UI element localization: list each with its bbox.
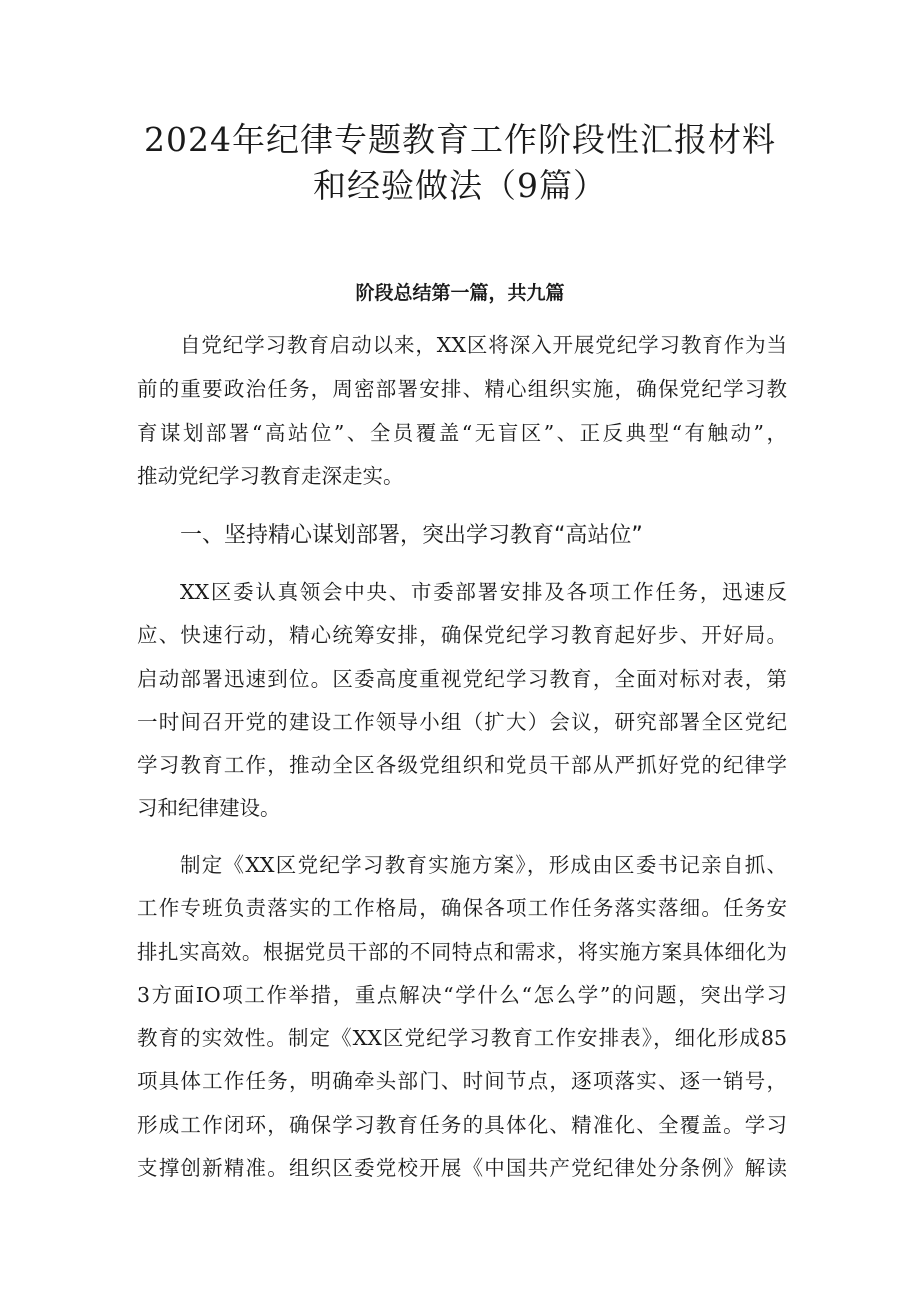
document-title-line-1: 2024年纪律专题教育工作阶段性汇报材料 xyxy=(144,120,776,159)
document-subtitle: 阶段总结第一篇，共九篇 xyxy=(355,282,565,304)
intro-line: 前的重要政治任务，周密部署安排、精心组织实施，确保党纪学习教 xyxy=(137,377,787,401)
intro-line: 自党纪学习教育启动以来，XX区将深入开展党纪学习教育作为当 xyxy=(180,333,787,357)
paragraph-line: 排扎实高效。根据党员干部的不同特点和需求，将实施方案具体细化为 xyxy=(137,940,787,964)
intro-line: 推动党纪学习教育走深走实。 xyxy=(137,464,404,488)
document-title-line-2: 和经验做法（9篇） xyxy=(313,166,607,205)
paragraph-line: 支撑创新精准。组织区委党校开展《中国共产党纪律处分条例》解读 xyxy=(137,1156,787,1180)
paragraph-line: 工作专班负责落实的工作格局，确保各项工作任务落实落细。任务安 xyxy=(137,896,787,920)
paragraph-line: 项具体工作任务，明确牵头部门、时间节点，逐项落实、逐一销号， xyxy=(137,1069,787,1093)
section-heading: 一、坚持精心谋划部署，突出学习教育“高站位” xyxy=(180,523,643,548)
paragraph-line: 一时间召开党的建设工作领导小组（扩大）会议，研究部署全区党纪 xyxy=(137,710,787,734)
paragraph-line: 习和纪律建设。 xyxy=(137,796,281,820)
paragraph-line: 应、快速行动，精心统筹安排，确保党纪学习教育起好步、开好局。 xyxy=(137,623,787,647)
paragraph-line: 学习教育工作，推动全区各级党组织和党员干部从严抓好党的纪律学 xyxy=(137,753,787,777)
paragraph-line: XX区委认真领会中央、市委部署安排及各项工作任务，迅速反 xyxy=(180,580,787,604)
paragraph-line: 启动部署迅速到位。区委高度重视党纪学习教育，全面对标对表，第 xyxy=(137,667,787,691)
paragraph-line: 3方面IO项工作举措，重点解决“学什么“怎么学”的问题，突出学习 xyxy=(137,983,787,1007)
paragraph-line: 制定《XX区党纪学习教育实施方案》，形成由区委书记亲自抓、 xyxy=(180,853,787,877)
intro-line: 育谋划部署“高站位”、全员覆盖“无盲区”、正反典型“有触动”， xyxy=(137,421,787,445)
paragraph-line: 形成工作闭环，确保学习教育任务的具体化、精准化、全覆盖。学习 xyxy=(137,1113,787,1137)
paragraph-line: 教育的实效性。制定《XX区党纪学习教育工作安排表》，细化形成85 xyxy=(137,1026,787,1050)
